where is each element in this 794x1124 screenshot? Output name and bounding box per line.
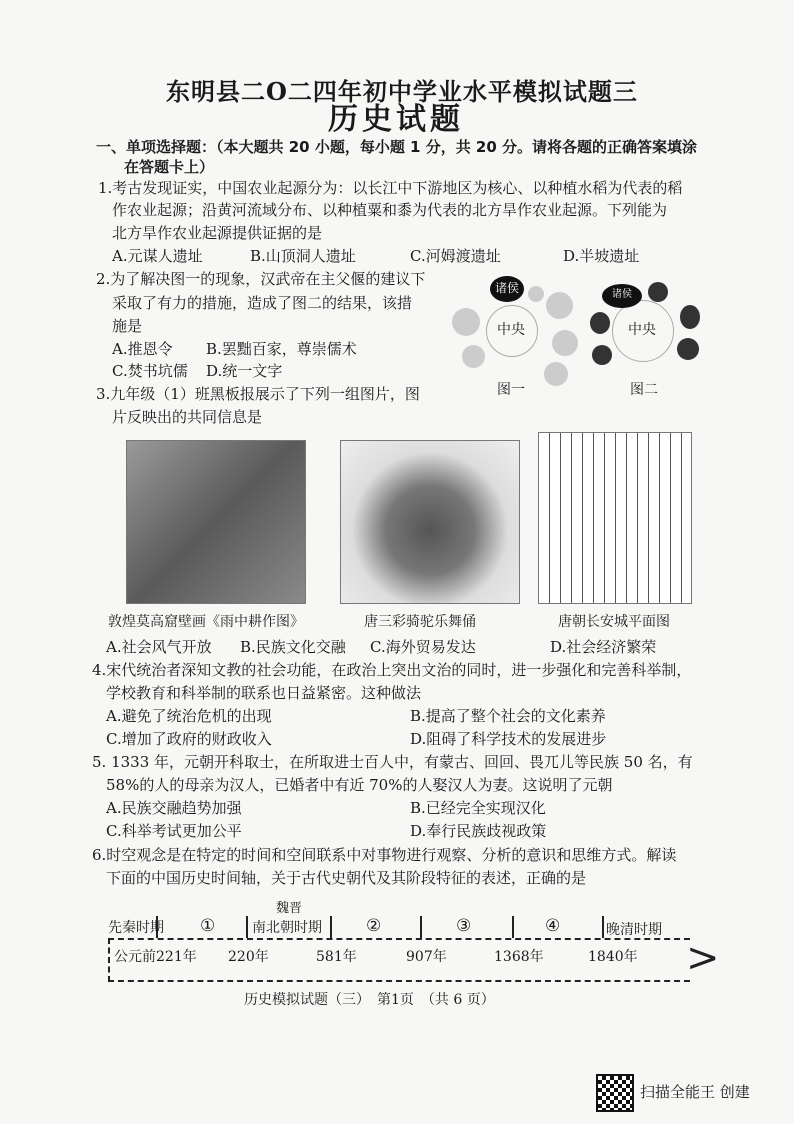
q1-stem: 1.考古发现证实，中国农业起源分为：以长江中下游地区为核心、以种植水稻为代表的稻 [98, 179, 683, 197]
fig2-center-label: 中央 [628, 322, 656, 338]
q5-stem: 5. 1333 年，元朝开科取士，在所取进士百人中，有蒙古、回回、畏兀儿等民族 50 名，有 [92, 753, 693, 771]
q1-option-c: C.河姆渡遗址 [410, 247, 501, 265]
q3-stem: 3.九年级（1）班黑板报展示了下列一组图片，图 [96, 385, 420, 403]
q4-stem: 4.宋代统治者深知文教的社会功能，在政治上突出文治的同时，进一步强化和完善科举制， [92, 661, 692, 679]
q1-option-a: A.元谋人遗址 [112, 247, 203, 265]
timeline-year: 公元前221年 [114, 949, 197, 965]
q1-stem: 作农业起源；沿黄河流域分布、以种植粟和黍为代表的北方旱作农业起源。下列能为 [112, 201, 668, 219]
timeline-year: 1368年 [494, 949, 544, 965]
q3-caption-1: 敦煌莫高窟壁画《雨中耕作图》 [108, 614, 304, 630]
timeline-arrow-icon: > [686, 935, 720, 981]
timeline-year: 907年 [406, 949, 447, 965]
q2-option-b: B.罢黜百家，尊崇儒术 [206, 340, 357, 358]
dunhuang-mural-image [126, 440, 306, 604]
q1-option-b: B.山顶洞人遗址 [250, 247, 356, 265]
timeline-period: 魏晋 [276, 901, 303, 916]
section-heading: 一、单项选择题：（本大题共 20 小题，每小题 1 分，共 20 分。请将各题的正确答案填涂 [96, 138, 698, 156]
q5-stem: 58%的人的母亲为汉人，已婚者中有近 70%的人娶汉人为妻。这说明了元朝 [106, 776, 613, 794]
timeline-period: ③ [456, 916, 472, 936]
timeline-period: 晚清时期 [606, 922, 662, 938]
q4-option-c: C.增加了政府的财政收入 [106, 730, 272, 748]
q3-option-d: D.社会经济繁荣 [550, 638, 657, 656]
timeline-period: 先秦时期 [108, 920, 164, 936]
q4-option-d: D.阻碍了科学技术的发展进步 [410, 730, 607, 748]
q3-option-c: C.海外贸易发达 [370, 638, 476, 656]
q2-stem: 2.为了解决图一的现象，汉武帝在主父偃的建议下 [96, 270, 426, 288]
fig2-noble-label: 诸侯 [612, 289, 632, 300]
subject-title: 历史试题 [328, 102, 464, 137]
fig2-caption: 图二 [630, 382, 658, 398]
timeline-year: 1840年 [588, 949, 638, 965]
q2-option-d: D.统一文字 [206, 362, 283, 380]
timeline-period: ② [366, 916, 382, 936]
q3-stem: 片反映出的共同信息是 [112, 408, 263, 426]
page-footer: 历史模拟试题（三） 第1页 （共 6 页） [244, 992, 495, 1008]
q6-stem: 6.时空观念是在特定的时间和空间联系中对事物进行观察、分析的意识和思维方式。解读 [92, 846, 677, 864]
changan-city-plan-image [538, 432, 692, 604]
exam-title: 东明县二O二四年初中学业水平模拟试题三 [166, 77, 638, 106]
qr-code-icon [596, 1074, 634, 1112]
fig1-center-label: 中央 [497, 322, 525, 338]
q2-stem: 施是 [112, 317, 143, 335]
q5-option-a: A.民族交融趋势加强 [106, 799, 242, 817]
q6-stem: 下面的中国历史时间轴，关于古代史朝代及其阶段特征的表述，正确的是 [106, 869, 587, 887]
tang-sancai-camel-image [340, 440, 520, 604]
fig1-caption: 图一 [497, 382, 525, 398]
q2-option-a: A.推恩令 [112, 340, 173, 358]
q2-option-c: C.焚书坑儒 [112, 362, 188, 380]
q5-option-c: C.科举考试更加公平 [106, 822, 242, 840]
q1-stem: 北方旱作农业起源提供证据的是 [112, 224, 323, 242]
scanner-watermark: 扫描全能王 创建 [640, 1083, 750, 1101]
q3-caption-3: 唐朝长安城平面图 [558, 614, 670, 630]
q4-option-a: A.避免了统治危机的出现 [106, 707, 272, 725]
timeline-year: 220年 [228, 949, 269, 965]
q5-option-d: D.奉行民族歧视政策 [410, 822, 547, 840]
q3-option-a: A.社会风气开放 [106, 638, 212, 656]
timeline-period: ① [200, 916, 216, 936]
fig1-noble-label: 诸侯 [495, 281, 520, 295]
q5-option-b: B.已经完全实现汉化 [410, 799, 546, 817]
q3-caption-2: 唐三彩骑驼乐舞俑 [364, 614, 476, 630]
section-heading-cont: 在答题卡上） [124, 158, 215, 176]
timeline-period: 南北朝时期 [252, 920, 322, 936]
q3-option-b: B.民族文化交融 [240, 638, 346, 656]
q4-option-b: B.提高了整个社会的文化素养 [410, 707, 606, 725]
timeline-period: ④ [545, 916, 561, 936]
timeline-year: 581年 [316, 949, 357, 965]
q4-stem: 学校教育和科举制的联系也日益紧密。这种做法 [106, 684, 422, 702]
q1-option-d: D.半坡遗址 [563, 247, 640, 265]
q2-stem: 采取了有力的措施，造成了图二的结果，该措 [112, 294, 413, 312]
